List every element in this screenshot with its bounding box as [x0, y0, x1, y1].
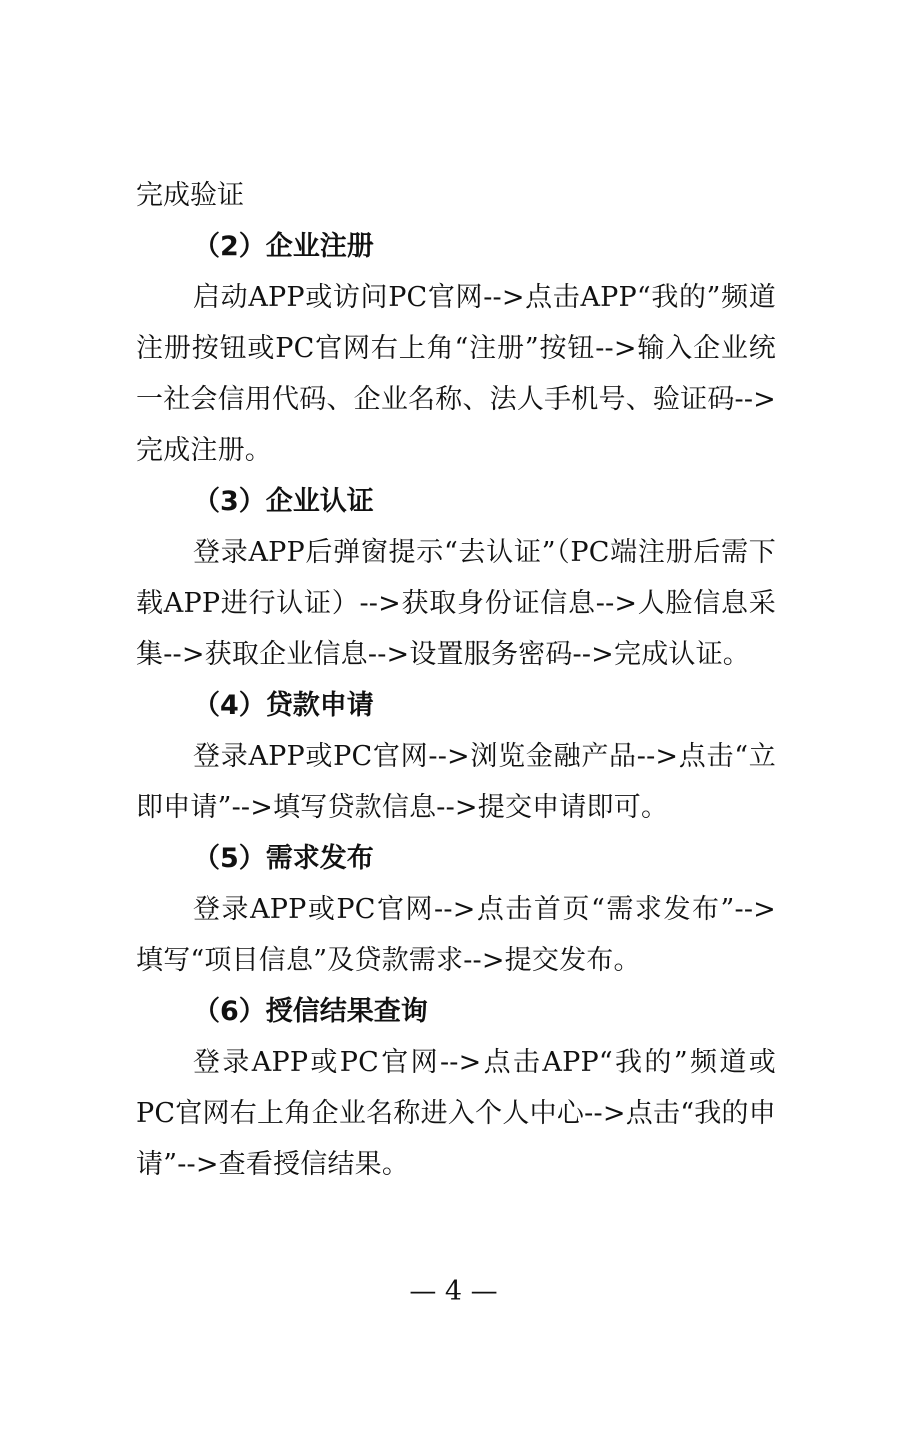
document-body [136, 170, 776, 1190]
section-body-enterprise-verification: 登录APP后弹窗提示“去认证”（PC端注册后需下载APP进行认证）-->获取身份证信息-->人脸信息采集-->获取企业信息-->设置服务密码-->完成认证。 [136, 537, 776, 670]
section-heading-enterprise-registration: （2）企业注册 [193, 231, 374, 262]
section-body-credit-result-query: 登录APP或PC官网-->点击APP“我的”频道或PC官网右上角企业名称进入个人中心-->点击“我的申请”-->查看授信结果。 [136, 1047, 776, 1180]
section-body-demand-publishing: 登录APP或PC官网-->点击首页“需求发布”-->填写“项目信息”及贷款需求-->提交发布。 [136, 894, 776, 976]
page-number: — 4 — [409, 1276, 498, 1307]
section-body-enterprise-registration: 启动APP或访问PC官网-->点击APP“我的”频道注册按钮或PC官网右上角“注册”按钮-->输入企业统一社会信用代码、企业名称、法人手机号、验证码-->完成注册。 [136, 282, 776, 466]
section-heading-enterprise-verification: （3）企业认证 [193, 486, 374, 517]
continuation-text: 完成验证 [136, 180, 244, 211]
section-heading-credit-result-query: （6）授信结果查询 [193, 996, 428, 1027]
section-heading-demand-publishing: （5）需求发布 [193, 843, 374, 874]
section-heading-loan-application: （4）贷款申请 [193, 690, 374, 721]
section-body-loan-application: 登录APP或PC官网-->浏览金融产品-->点击“立即申请”-->填写贷款信息-->提交申请即可。 [136, 741, 776, 823]
